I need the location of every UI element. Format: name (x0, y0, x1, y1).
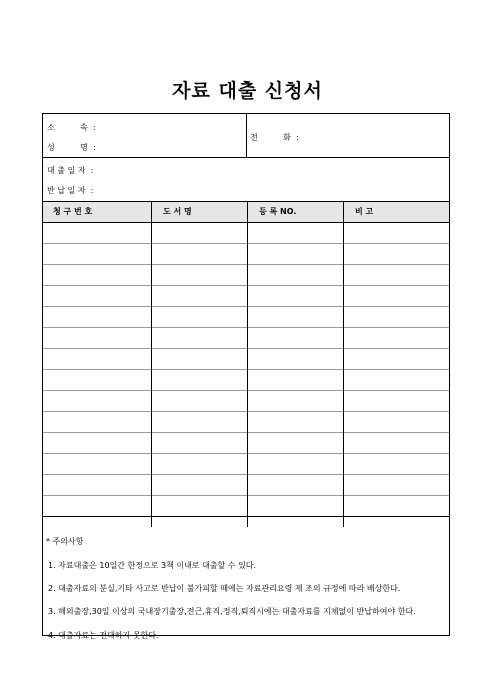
table-row (43, 433, 449, 454)
table-row (43, 349, 449, 370)
affiliation-field[interactable]: 소 속 : (47, 123, 96, 132)
column-divider (151, 202, 152, 527)
applicant-info-section (43, 114, 449, 158)
table-row (43, 244, 449, 265)
loan-application-form (42, 113, 450, 640)
header-call-number: 청 구 번 호 (53, 207, 93, 216)
table-row (43, 454, 449, 475)
table-row (43, 265, 449, 286)
table-row (43, 412, 449, 433)
table-header (43, 202, 449, 223)
column-divider (343, 202, 344, 527)
table-row (43, 475, 449, 496)
note-item: 2. 대출자료의 분실,기타 사고로 반납이 불가피할 때에는 자료관리요령 제 조의 규정에 따라 배상한다. (48, 584, 401, 593)
table-row (43, 391, 449, 412)
note-item: 1. 자료대출은 10일간 한정으로 3책 이내로 대출할 수 있다. (48, 561, 257, 570)
table-row (43, 223, 449, 244)
name-field[interactable]: 성 명 : (47, 143, 96, 152)
info-divider (246, 114, 247, 157)
note-item: 4. 대출자료는 전대하지 못한다. (48, 631, 159, 640)
table-row (43, 370, 449, 391)
phone-field[interactable]: 전 화 : (250, 133, 299, 142)
table-row (43, 307, 449, 328)
note-item: 3. 해외출장,30일 이상의 국내장기출장,전근,휴직,정직,퇴직시에는 대출자료를 지체없이 반납하여야 한다. (48, 607, 416, 616)
notes-heading: * 주의사항 (46, 537, 84, 546)
column-divider (247, 202, 248, 527)
loan-table-body (43, 223, 449, 517)
loan-dates-section (43, 157, 449, 202)
return-date-field[interactable]: 반 납 일 자 : (47, 186, 94, 195)
form-title: 자료 대출 신청서 (172, 80, 323, 102)
loan-date-field[interactable]: 대 출 일 자 : (47, 166, 94, 175)
table-row (43, 286, 449, 307)
table-row (43, 496, 449, 517)
header-registration-no: 등 록 NO. (259, 207, 297, 216)
table-row (43, 328, 449, 349)
header-book-title: 도 서 명 (163, 207, 192, 216)
header-remarks: 비 고 (355, 207, 374, 216)
